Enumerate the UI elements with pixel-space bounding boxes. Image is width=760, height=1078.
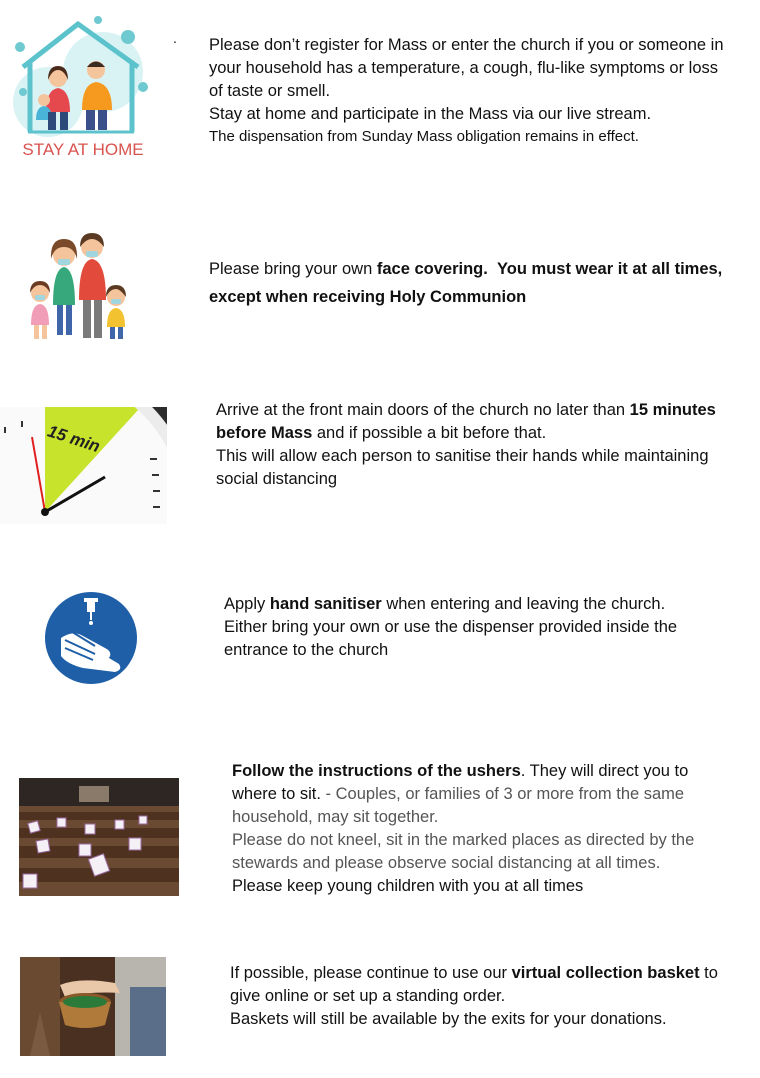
face-covering-bold-a: face covering.: [376, 260, 488, 278]
arrive-text: [216, 399, 716, 491]
collection-basket-photo: [20, 957, 166, 1056]
stay-home-line2: Stay at home and participate in the Mass via our live stream.: [209, 105, 652, 123]
clock-label: 15 min: [45, 421, 103, 457]
ushers-text: [232, 760, 732, 898]
face-covering-text-a: Please bring your own: [209, 260, 377, 278]
face-covering-bold-b: You must wear it at all times, except when receiving Holy Communion: [209, 260, 723, 306]
ushers-line3: Please keep young children with you at all times: [232, 877, 584, 895]
collection-text-a: If possible, please continue to use our: [230, 964, 512, 982]
stray-dot: .: [173, 30, 177, 46]
arrive-line2: This will allow each person to sanitise their hands while maintaining social distancing: [216, 447, 709, 488]
masked-family-illustration: [20, 225, 135, 347]
ushers-grey-a: - Couples, or families of 3 or more from the same household, may sit together.: [232, 785, 685, 826]
sanitiser-text-a: Apply: [224, 595, 270, 613]
church-pews-photo: [19, 778, 179, 896]
stay-home-line1: Please don’t register for Mass or enter the church if you or someone in your household has a temperature, a cough, flu-like symptoms or loss of taste or smell.: [209, 36, 724, 100]
collection-text: [230, 962, 745, 1031]
ushers-bold-a: Follow the instructions of the ushers: [232, 762, 521, 780]
sanitiser-text-b: when entering and leaving the church.: [381, 595, 666, 613]
collection-bold-a: virtual collection basket: [511, 964, 700, 982]
arrive-bold-a: 15 minutes before Mass: [216, 401, 716, 442]
stay-at-home-illustration: [8, 12, 158, 162]
stay-home-line3: The dispensation from Sunday Mass obligation remains in effect.: [209, 128, 639, 145]
stay-home-text: [209, 34, 729, 148]
sanitiser-bold-a: hand sanitiser: [269, 595, 382, 613]
ushers-grey-b: Please do not kneel, sit in the marked places as directed by the stewards and please observe social distancing at all times.: [232, 831, 695, 872]
fifteen-minute-clock-image: [0, 407, 167, 524]
face-covering-text: [209, 255, 744, 311]
collection-line2: Baskets will still be available by the exits for your donations.: [230, 1010, 667, 1028]
arrive-text-a: Arrive at the front main doors of the church no later than: [216, 401, 630, 419]
collection-text-b: to give online or set up a standing order.: [230, 964, 718, 1005]
sanitiser-text: [224, 593, 724, 662]
sanitiser-line2: Either bring your own or use the dispenser provided inside the entrance to the church: [224, 618, 678, 659]
arrive-text-b: and if possible a bit before that.: [312, 424, 547, 442]
stay-at-home-caption: STAY AT HOME: [22, 140, 144, 159]
hand-sanitiser-icon: [43, 590, 139, 686]
ushers-text-a: . They will direct you to where to sit.: [232, 762, 689, 803]
